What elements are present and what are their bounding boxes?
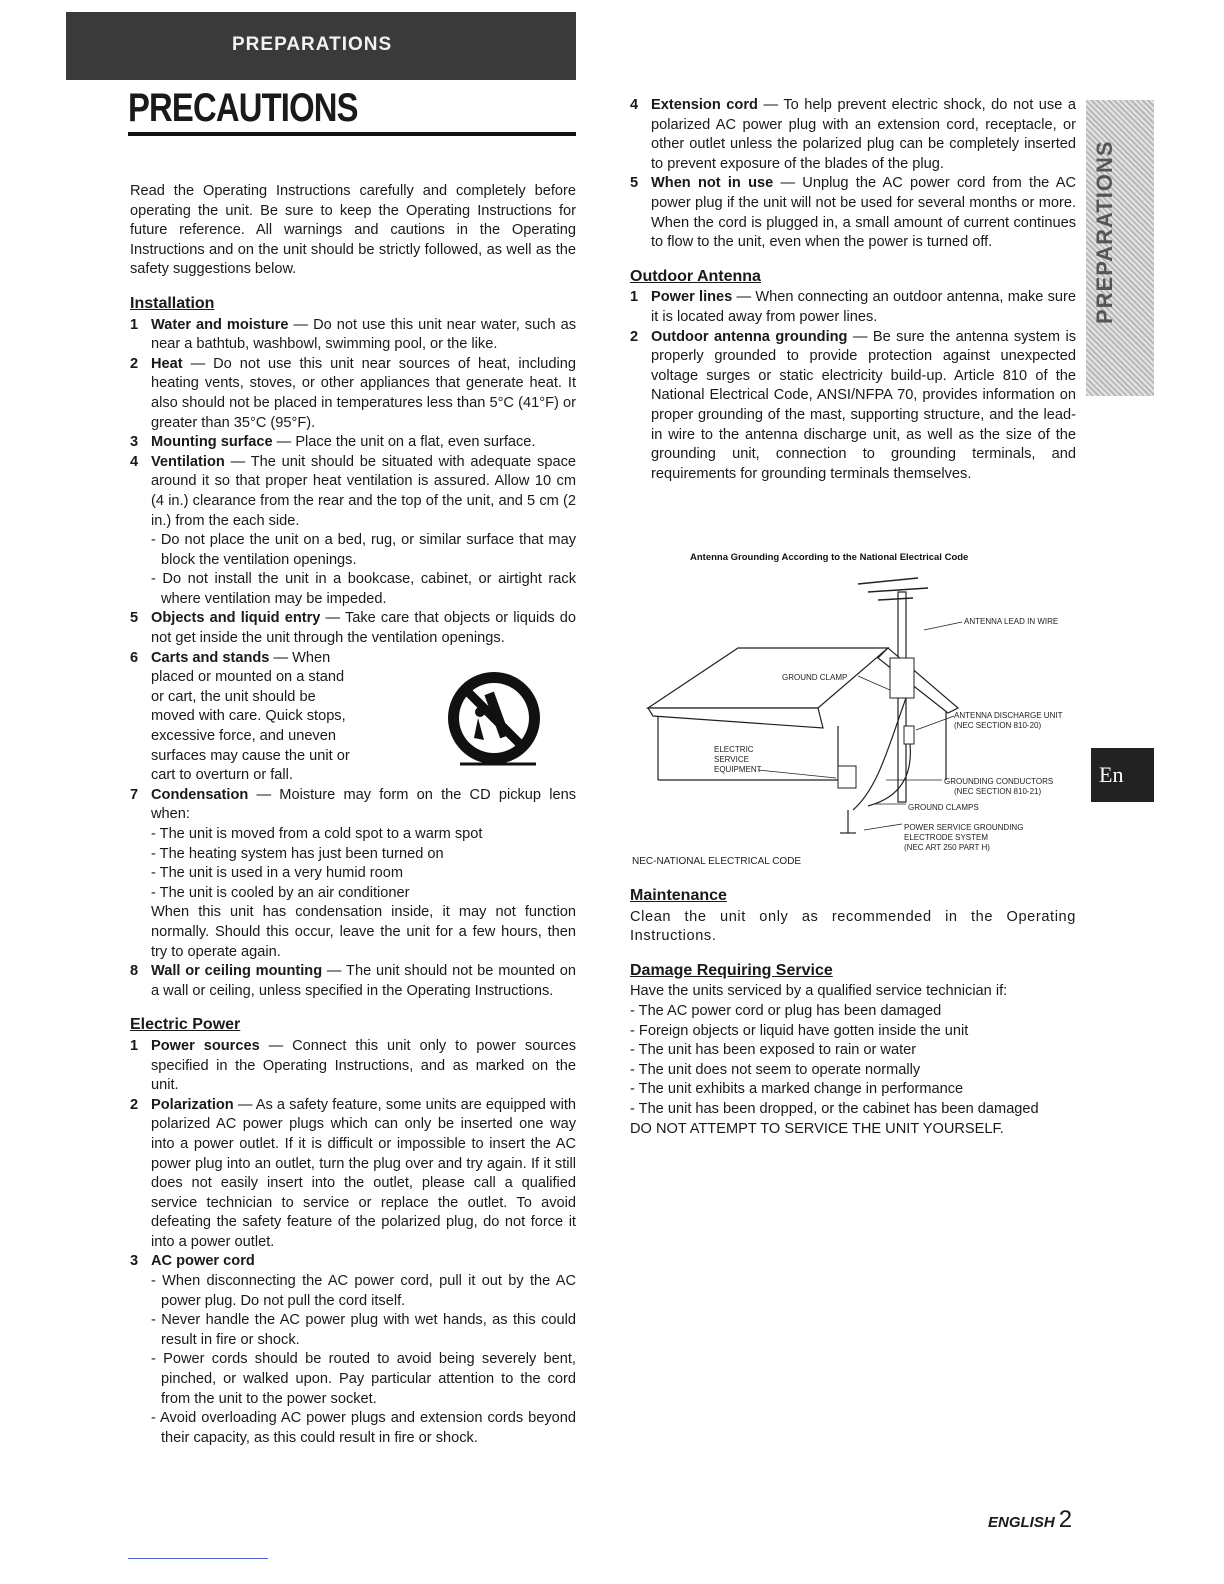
svg-text:(NEC SECTION 810-20): (NEC SECTION 810-20) — [954, 721, 1042, 730]
list-item: 1 Power sources — Connect this unit only to power sources specified in the Operating Instructions, and as marked on the unit. — [130, 1037, 576, 1094]
svg-text:ELECTRODE SYSTEM: ELECTRODE SYSTEM — [904, 833, 989, 842]
damage-intro: Have the units serviced by a qualified service technician if: — [630, 983, 1008, 1000]
list-item: 1 Water and moisture — Do not use this unit near water, such as near a bathtub, washbowl, swimming pool, or the like. — [130, 316, 576, 353]
intro-paragraph: Read the Operating Instructions carefully and completely before operating the unit. Be sure to keep the Operating Instructions for future reference. All warnings and cautions in the Operating Instructions and on the unit should be strictly followed, as well as the safety suggestions below. — [130, 183, 576, 278]
page-number: 2 — [1058, 1506, 1073, 1533]
list-item: - The unit exhibits a marked change in performance — [630, 1081, 964, 1098]
svg-text:GROUNDING CONDUCTORS: GROUNDING CONDUCTORS — [944, 777, 1054, 786]
list-item: 2 Heat — Do not use this unit near sources of heat, including heating vents, stoves, or other appliances that generate heat. It also should not be placed in temperatures less than 5°C (41°F) or greater than 35°C (95°F). — [130, 355, 576, 431]
svg-text:SERVICE: SERVICE — [714, 755, 749, 764]
svg-text:NEC-NATIONAL ELECTRICAL CODE: NEC-NATIONAL ELECTRICAL CODE — [632, 856, 802, 867]
left-column — [130, 182, 576, 1448]
cart-tip-warning-icon — [440, 672, 548, 772]
right-column-top — [630, 96, 1076, 484]
damage-warning: DO NOT ATTEMPT TO SERVICE THE UNIT YOURSELF. — [630, 1120, 1004, 1137]
list-item: 3 Mounting surface — Place the unit on a flat, even surface. — [130, 434, 536, 451]
list-item: 2 Outdoor antenna grounding — Be sure the antenna system is properly grounded to provide protection against unexpected voltage surges or static electricity build-up. Article 810 of the National Electrical Code, ANSI/NFPA 70, provides information on proper grounding of the mast, supporting structure, and the lead-in wire to the antenna discharge unit, as well as the size of the grounding unit, connection to grounding terminals, and requirements for grounding terminals themselves. — [630, 328, 1076, 482]
list-item: 4 Extension cord — To help prevent electric shock, do not use a polarized AC power plug with an extension cord, receptacle, or other outlet unless the polarized plug can be completely inserted to prevent exposure of the blades of the plug. — [630, 97, 1076, 172]
list-item: - The unit has been dropped, or the cabinet has been damaged — [630, 1100, 1039, 1117]
side-section-label: PREPARATIONS — [1092, 140, 1117, 324]
list-item: 7 Condensation — Moisture may form on the CD pickup lens when: - The unit is moved from a cold spot to a warm spot - The heating system has just been turned on - The unit is used in a very humid room - The unit is cooled by an air conditioner When this unit has condensation inside, it may not function normally. Should this occur, leave the unit for a few hours, then try to operate again. — [130, 786, 576, 960]
list-item: - The AC power cord or plug has been damaged — [630, 1002, 942, 1019]
page-footer — [988, 1506, 1072, 1534]
list-item: - Foreign objects or liquid have gotten inside the unit — [630, 1022, 969, 1039]
footer-label: ENGLISH — [988, 1514, 1055, 1531]
bottom-rule — [128, 1558, 268, 1559]
title-rule — [128, 132, 576, 136]
list-item: - The unit has been exposed to rain or water — [630, 1042, 917, 1059]
installation-heading: Installation — [130, 294, 215, 312]
maintenance-text: Clean the unit only as recommended in the Operating Instructions. — [630, 908, 1076, 945]
electric-power-heading: Electric Power — [130, 1016, 241, 1034]
section-header-text: PREPARATIONS — [232, 34, 393, 55]
list-item: 6 Carts and stands — When placed or mounted on a stand or cart, the unit should be moved with care. Quick stops, excessive force, and uneven surfaces may cause the unit or cart to overturn or fall. — [130, 649, 350, 784]
list-item: 8 Wall or ceiling mounting — The unit should not be mounted on a wall or ceiling, unless specified in the Operating Instructions. — [130, 963, 577, 999]
svg-text:ANTENNA LEAD IN WIRE: ANTENNA LEAD IN WIRE — [964, 617, 1059, 626]
svg-text:ELECTRIC: ELECTRIC — [714, 745, 754, 754]
maintenance-heading: Maintenance — [630, 887, 727, 904]
list-item: 4 Ventilation — The unit should be situated with adequate space around it so that proper heat ventilation is assured. Allow 10 cm (4 in.) clearance from the rear and the top of the unit, and 5 cm (2 in.) from the each side. - Do not place the unit on a bed, rug, or similar surface that may block the ventilation openings. - Do not install the unit in a bookcase, cabinet, or airtight rack where ventilation may be impeded. — [130, 453, 576, 607]
list-item: 5 Objects and liquid entry — Take care that objects or liquids do not get inside the unit through the ventilation openings. — [130, 610, 576, 647]
list-item: 1 Power lines — When connecting an outdoor antenna, make sure it is located away from power lines. — [630, 289, 1076, 325]
side-section-strip — [1086, 100, 1154, 396]
svg-text:GROUND CLAMP: GROUND CLAMP — [782, 673, 848, 682]
antenna-grounding-diagram — [628, 548, 1078, 870]
svg-text:EQUIPMENT: EQUIPMENT — [714, 765, 762, 774]
svg-text:(NEC SECTION 810-21): (NEC SECTION 810-21) — [954, 787, 1042, 796]
language-tab: En — [1091, 748, 1154, 802]
list-item: 3 AC power cord - When disconnecting the AC power cord, pull it out by the AC power plug. Do not pull the cord itself. - Never handle the AC power plug with wet hands, as this could result in fire or shock. - Power cords should be routed to avoid being severely bent, pinched, or walked upon. Pay particular attention to the cord from the unit to the power socket. - Avoid overloading AC power plugs and extension cords beyond their capacity, as this could result in fire or shock. — [130, 1253, 576, 1446]
list-item: 2 Polarization — As a safety feature, some units are equipped with polarized AC power plugs which can only be inserted one way into a power outlet. If it is difficult or impossible to insert the AC power plug into an outlet, turn the plug over and try again. If it still does not easily insert into the outlet, please call a qualified service technician to service or replace the outlet. To avoid defeating the safety feature of the polarized plug, do not force it into a power outlet. — [130, 1096, 576, 1250]
page-title: PRECAUTIONS — [128, 86, 358, 130]
svg-text:POWER SERVICE GROUNDING: POWER SERVICE GROUNDING — [904, 823, 1024, 832]
section-header-bar — [66, 12, 576, 80]
list-item: 5 When not in use — Unplug the AC power cord from the AC power plug if the unit will not be used for several months or more. When the cord is plugged in, a small amount of current continues to flow to the unit, even when the power is turned off. — [630, 175, 1076, 251]
diagram-caption: Antenna Grounding According to the National Electrical Code — [690, 552, 969, 563]
damage-heading: Damage Requiring Service — [630, 961, 833, 979]
list-item: - The unit does not seem to operate normally — [630, 1061, 921, 1078]
svg-text:(NEC ART 250 PART H): (NEC ART 250 PART H) — [904, 843, 990, 852]
outdoor-antenna-heading: Outdoor Antenna — [630, 267, 761, 285]
svg-text:ANTENNA DISCHARGE UNIT: ANTENNA DISCHARGE UNIT — [954, 711, 1063, 720]
right-column-bottom — [630, 872, 1076, 1139]
svg-text:GROUND CLAMPS: GROUND CLAMPS — [908, 803, 979, 812]
